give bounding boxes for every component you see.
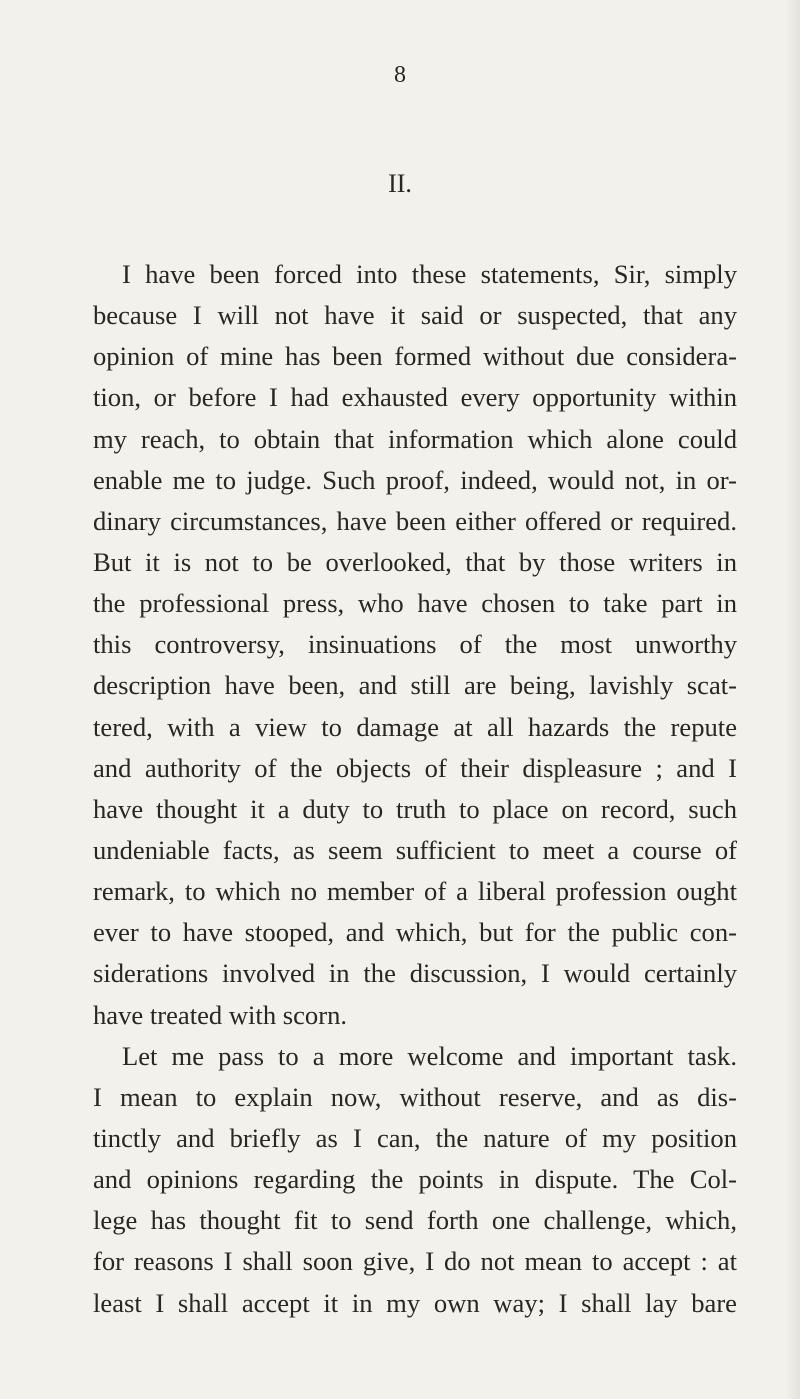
text-line: my reach, to obtain that information which alone could [93, 423, 737, 454]
text-line: opinion of mine has been formed without due considera- [93, 341, 737, 372]
text-line: siderations involved in the discussion, I would certainly [93, 958, 737, 989]
text-line: have treated with scorn. [93, 999, 348, 1030]
text-line: tinctly and briefly as I can, the nature of my position [93, 1122, 737, 1153]
text-line: remark, to which no member of a liberal profession ought [93, 876, 737, 907]
text-line: undeniable facts, as seem sufficient to meet a course of [93, 834, 737, 865]
page-edge-shadow [786, 0, 800, 1399]
text-line: enable me to judge. Such proof, indeed, would not, in or- [93, 464, 737, 495]
text-line: for reasons I shall soon give, I do not mean to accept : at [93, 1246, 737, 1277]
text-line: and authority of the objects of their displeasure ; and I [93, 752, 737, 783]
text-line: least I shall accept it in my own way; I shall lay bare [93, 1287, 737, 1318]
page-number: 8 [394, 62, 406, 88]
text-line: because I will not have it said or suspected, that any [93, 300, 737, 331]
text-line: dinary circumstances, have been either offered or required. [93, 505, 737, 536]
body-text [93, 254, 737, 1324]
text-line: I have been forced into these statements, Sir, simply [122, 259, 737, 289]
text-line: description have been, and still are being, lavishly scat- [93, 670, 737, 701]
text-line: the professional press, who have chosen to take part in [93, 588, 737, 619]
text-line: ever to have stooped, and which, but for the public con- [93, 917, 737, 948]
text-line: tered, with a view to damage at all hazards the repute [93, 711, 737, 742]
text-line: and opinions regarding the points in dispute. The Col- [93, 1164, 737, 1195]
text-line: But it is not to be overlooked, that by those writers in [93, 546, 737, 577]
text-line: lege has thought fit to send forth one challenge, which, [93, 1205, 737, 1236]
section-heading: II. [388, 169, 412, 198]
text-line: have thought it a duty to truth to place on record, such [93, 793, 737, 824]
text-line: tion, or before I had exhausted every opportunity within [93, 382, 737, 413]
text-line: Let me pass to a more welcome and important task. [122, 1040, 737, 1071]
text-line: this controversy, insinuations of the most unworthy [93, 629, 737, 660]
text-line: I mean to explain now, without reserve, and as dis- [93, 1081, 737, 1112]
